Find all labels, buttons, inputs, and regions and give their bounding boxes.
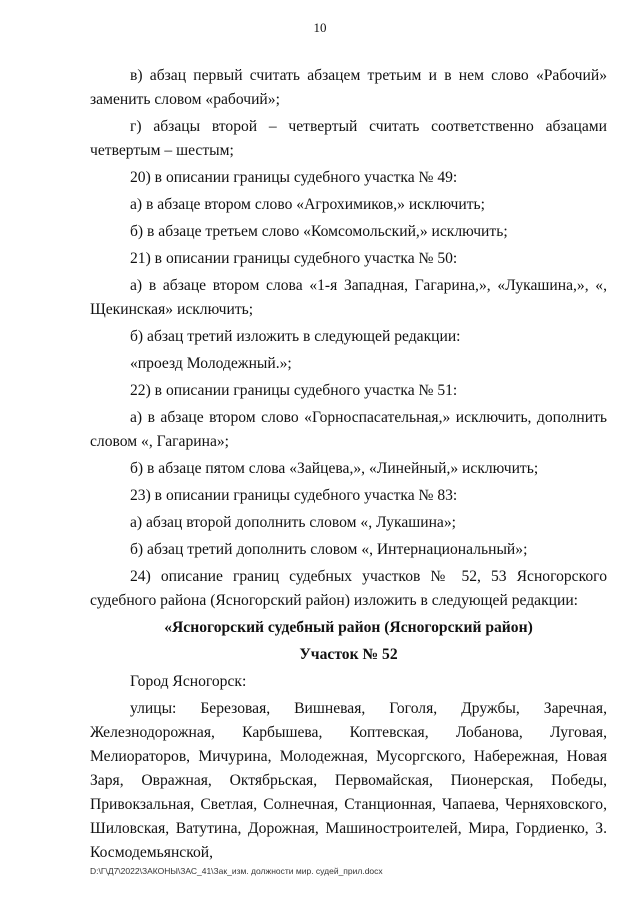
paragraph: а) в абзаце втором слово «Агрохимиков,» исключить; bbox=[130, 196, 485, 213]
paragraph: 23) в описании границы судебного участка № 83: bbox=[130, 487, 458, 504]
paragraph: 21) в описании границы судебного участка № 50: bbox=[130, 250, 458, 267]
city-line: Город Ясногорск: bbox=[130, 673, 247, 690]
paragraph: б) абзац третий изложить в следующей редакции: bbox=[130, 328, 461, 345]
paragraph: а) в абзаце втором слово «Горноспасательная,» исключить, дополнить словом «, Гагарина»; bbox=[90, 409, 607, 450]
paragraph: а) в абзаце втором слова «1-я Западная, Гагарина,», «Лукашина,», «, Щекинская» исключить; bbox=[90, 277, 607, 318]
paragraph: «проезд Молодежный.»; bbox=[130, 355, 292, 372]
district-heading: «Ясногорский судебный район (Ясногорский район) bbox=[164, 619, 533, 636]
paragraph: г) абзацы второй – четвертый считать соответственно абзацами четвертым – шестым; bbox=[90, 118, 607, 159]
section-heading: Участок № 52 bbox=[299, 646, 398, 663]
file-path-footer: D:\Г\Д7\2022\ЗАКОНЫ\ЗАС_41\Зак_изм. должности мир. судей_прил.docx bbox=[90, 866, 383, 876]
document-body bbox=[90, 64, 607, 868]
paragraph: а) абзац второй дополнить словом «, Лукашина»; bbox=[130, 514, 456, 531]
paragraph: б) в абзаце пятом слова «Зайцева,», «Линейный,» исключить; bbox=[130, 460, 539, 477]
paragraph: б) в абзаце третьем слово «Комсомольский,» исключить; bbox=[130, 223, 508, 240]
paragraph: 20) в описании границы судебного участка № 49: bbox=[130, 169, 458, 186]
page-number: 10 bbox=[313, 20, 327, 35]
paragraph: б) абзац третий дополнить словом «, Интернациональный»; bbox=[130, 541, 528, 558]
streets-list: улицы: Березовая, Вишневая, Гоголя, Дружбы, Заречная, Железнодорожная, Карбышева, Коптевская, Лобанова, Луговая, Мелиораторов, Мичурина, Молодежная, Мусоргского, Набережная, Новая Заря, Овражная, Октябрьская, Первомайская, Пионерская, Победы, Привокзальная, Светлая, Солнечная, Станционная, Чапаева, Черняховского, Шиловская, Ватутина, Дорожная, Машиностроителей, Мира, Гордиенко, З. Космодемьянской, bbox=[90, 700, 607, 861]
paragraph: 24) описание границ судебных участков № 52, 53 Ясногорского судебного района (Ясногорский район) изложить в следующей редакции: bbox=[90, 568, 607, 609]
paragraph: в) абзац первый считать абзацем третьим и в нем слово «Рабочий» заменить словом «рабочий»; bbox=[90, 67, 607, 108]
paragraph: 22) в описании границы судебного участка № 51: bbox=[130, 382, 458, 399]
